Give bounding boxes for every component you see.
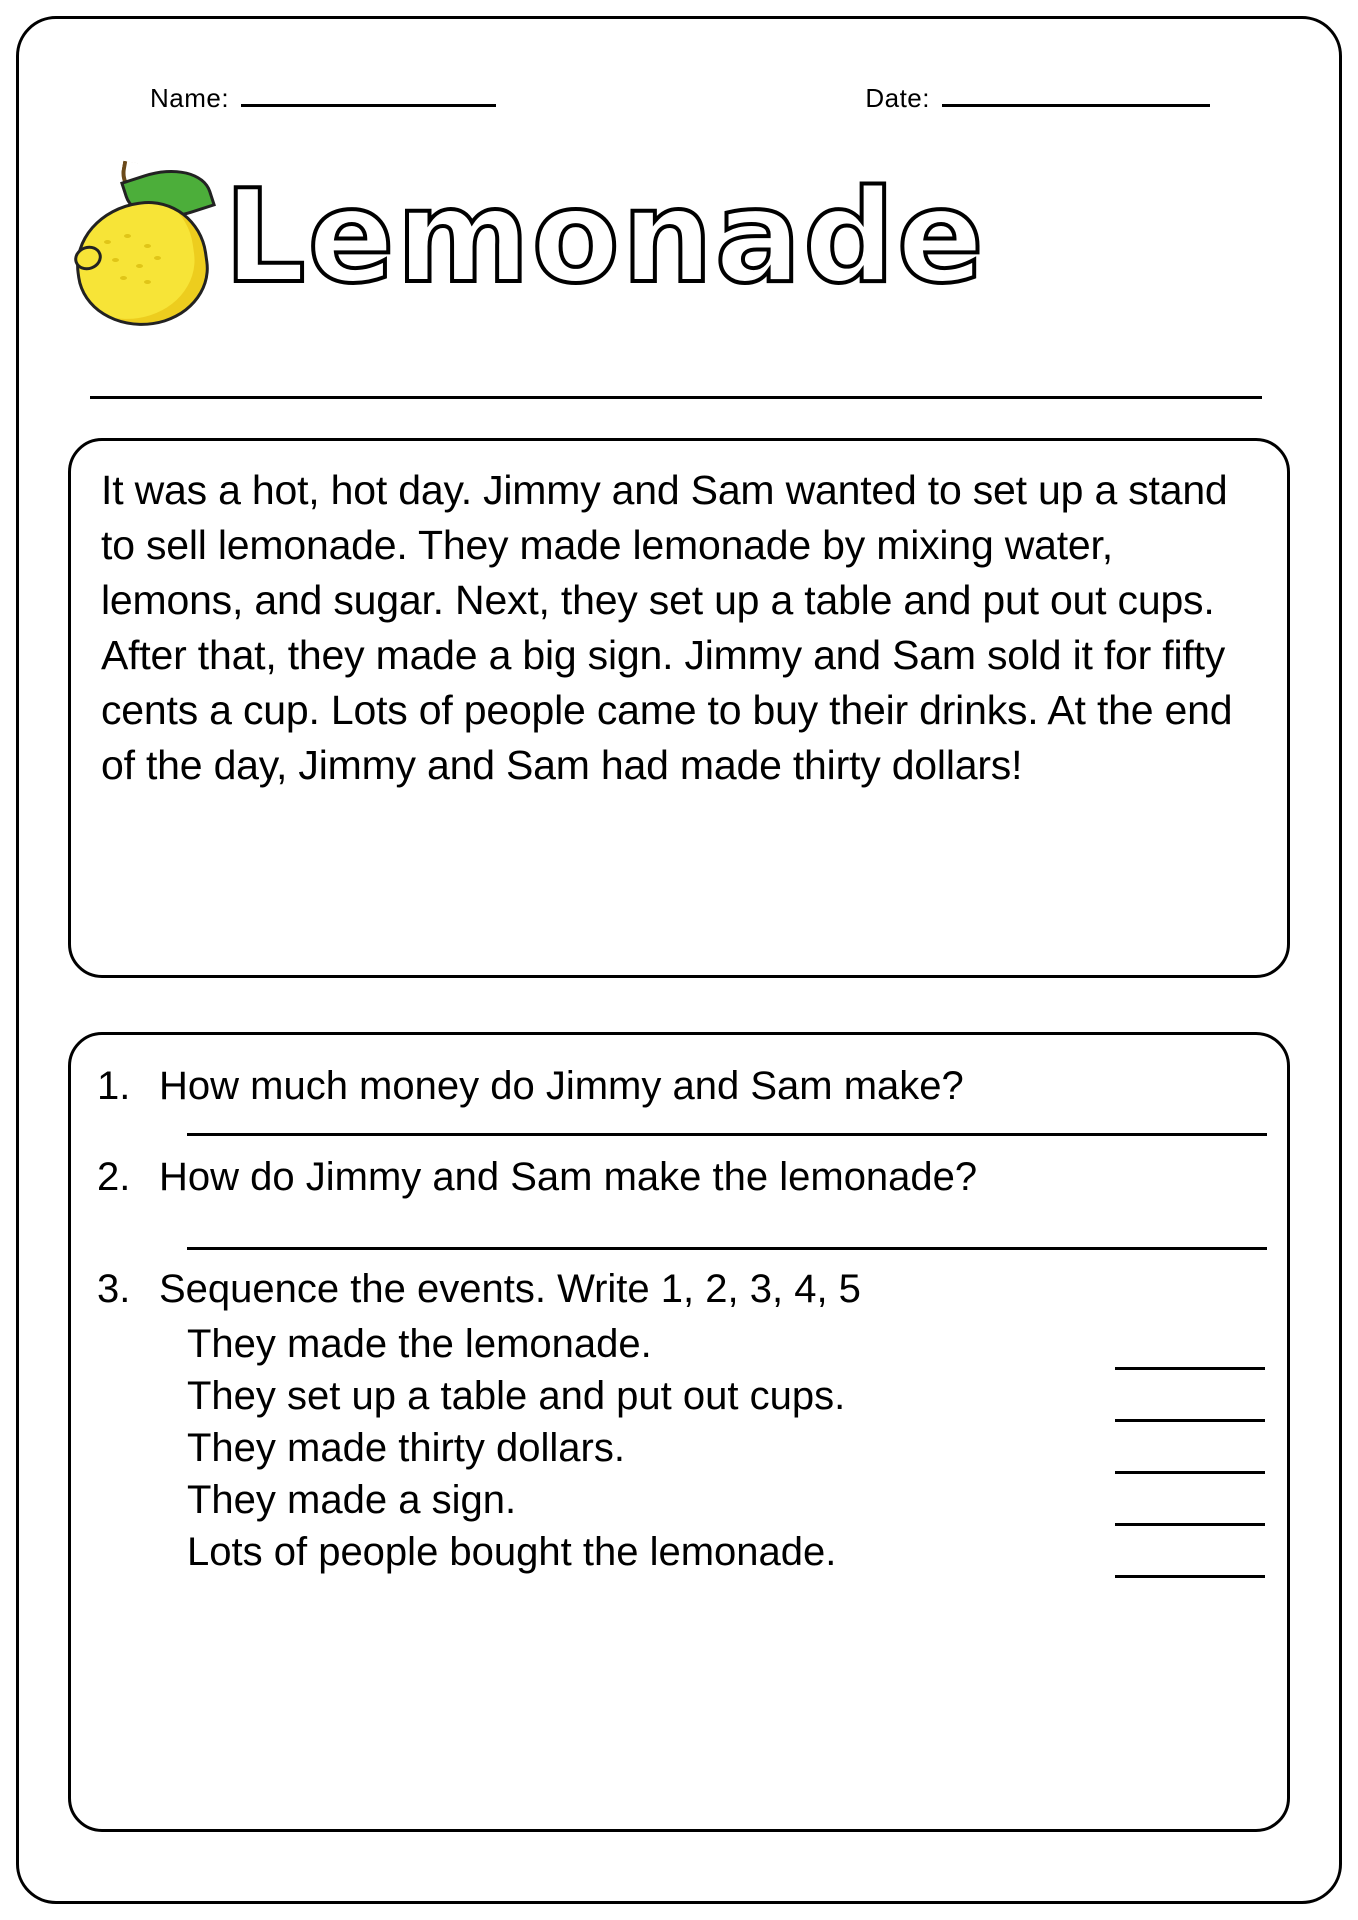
lemon-icon [68,150,218,325]
questions-box [68,1032,1290,1832]
list-item [187,1526,1265,1578]
sequence-item-3-blank[interactable] [1115,1431,1265,1474]
list-item [187,1370,1265,1422]
date-input-line[interactable] [942,78,1210,107]
title-row [68,140,1268,335]
passage-text: It was a hot, hot day. Jimmy and Sam wanted to set up a stand to sell lemonade. They made lemonade by mixing water, lemons, and sugar. Next, they set up a table and put out cups. After that, they made a big sign. Jimmy and Sam sold it for fifty cents a cup. Lots of people came to buy their drinks. At the end of the day, Jimmy and Sam had made thirty dollars! [101,467,1233,788]
name-date-row [150,78,1210,118]
name-label: Name: [150,83,230,113]
title-divider [90,396,1262,399]
passage-box [68,438,1290,978]
sequence-item-4-label: They made a sign. [187,1478,517,1523]
list-item [187,1422,1265,1474]
sequence-item-3-label: They made thirty dollars. [187,1426,625,1471]
question-3-number: 3. [97,1266,131,1311]
sequence-item-5-label: Lots of people bought the lemonade. [187,1530,837,1575]
list-item [187,1318,1265,1370]
question-2-text: How do Jimmy and Sam make the lemonade? [159,1155,978,1200]
question-1 [97,1061,1261,1111]
page-title: Lemonade [224,162,986,312]
list-item [187,1474,1265,1526]
lemon-texture-icon [98,232,168,292]
question-2-number: 2. [97,1155,131,1200]
sequence-list [187,1318,1265,1578]
question-2 [97,1152,1261,1202]
question-3 [97,1264,1261,1314]
sequence-item-1-blank[interactable] [1115,1327,1265,1370]
question-1-answer-line[interactable] [187,1133,1267,1136]
name-input-line[interactable] [241,78,496,107]
date-label: Date: [865,83,930,113]
question-1-number: 1. [97,1064,131,1108]
sequence-item-5-blank[interactable] [1115,1535,1265,1578]
question-3-text: Sequence the events. Write 1, 2, 3, 4, 5 [159,1266,861,1311]
sequence-item-4-blank[interactable] [1115,1483,1265,1526]
sequence-item-1-label: They made the lemonade. [187,1322,652,1367]
sequence-item-2-blank[interactable] [1115,1379,1265,1422]
question-2-answer-line[interactable] [187,1247,1267,1250]
question-1-text: How much money do Jimmy and Sam make? [159,1064,964,1108]
sequence-item-2-label: They set up a table and put out cups. [187,1374,846,1419]
